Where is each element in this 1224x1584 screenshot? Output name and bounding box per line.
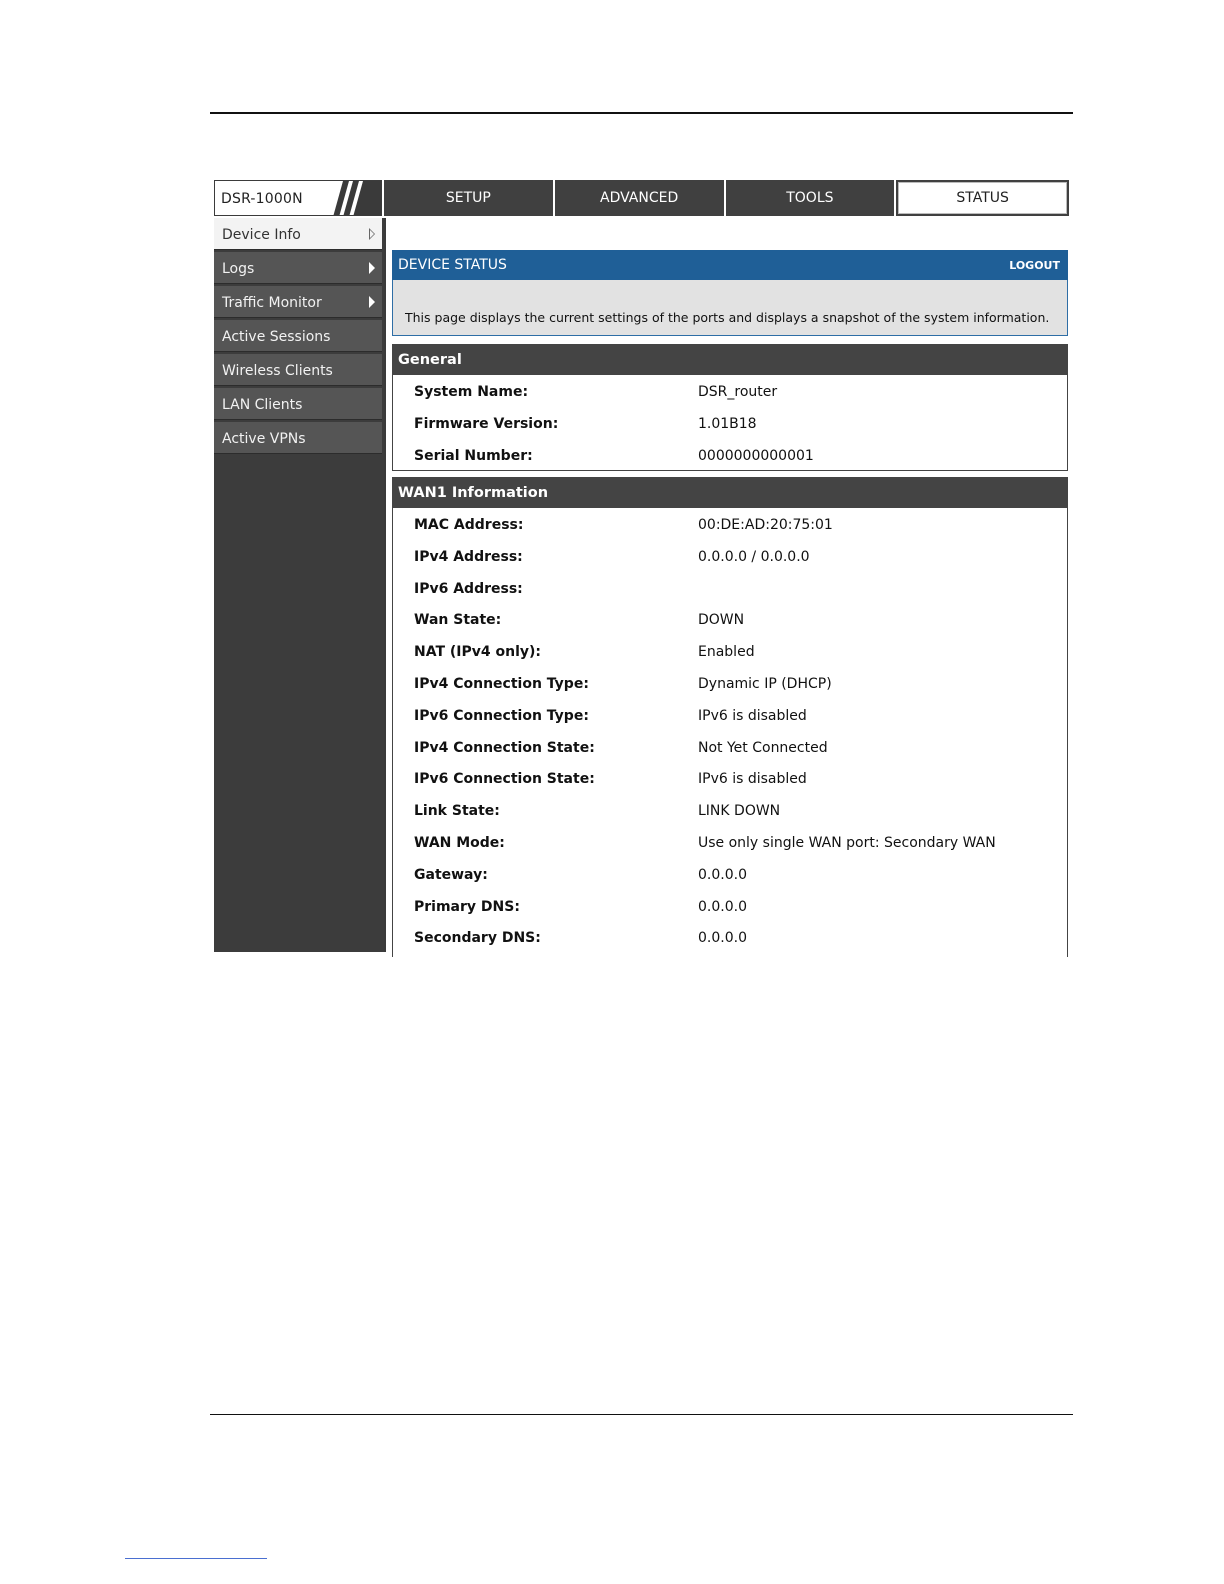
field-label: IPv6 Connection State: (414, 771, 595, 788)
sidebar-item-active-vpns[interactable] (214, 422, 382, 454)
model-name: DSR-1000N (221, 191, 303, 207)
sidebar-item-lan-clients[interactable] (214, 388, 382, 420)
field-value: 00:DE:AD:20:75:01 (698, 517, 833, 533)
info-row (393, 603, 1067, 635)
info-row (393, 439, 1067, 471)
field-label: Link State: (414, 803, 500, 820)
field-value: 0000000000001 (698, 447, 814, 464)
chevron-right-icon (369, 262, 375, 274)
brand-logo (214, 180, 382, 216)
sidebar-item-device-info[interactable] (214, 218, 382, 250)
section-heading: General (393, 345, 1067, 375)
field-label: Primary DNS: (414, 898, 520, 915)
field-label: IPv6 Connection Type: (414, 707, 589, 724)
field-label: Gateway: (414, 866, 488, 883)
page-header-rule (210, 112, 1073, 114)
field-value: 0.0.0.0 / 0.0.0.0 (698, 548, 810, 565)
info-row (393, 540, 1067, 572)
field-label: WAN Mode: (414, 834, 505, 851)
info-row (393, 407, 1067, 439)
info-row (393, 635, 1067, 667)
info-row (393, 667, 1067, 699)
sidebar-item-label: Active VPNs (222, 431, 306, 447)
info-row (393, 375, 1067, 407)
info-row (393, 731, 1067, 763)
sidebar-item-logs[interactable] (214, 252, 382, 284)
sidebar-item-label: Device Info (222, 227, 301, 243)
device-status-header (392, 250, 1068, 280)
page-title: DEVICE STATUS (398, 257, 507, 273)
sidebar-item-traffic-monitor[interactable] (214, 286, 382, 318)
brand-slashes-icon (319, 181, 382, 216)
sidebar-item-active-sessions[interactable] (214, 320, 382, 352)
field-value: IPv6 is disabled (698, 707, 807, 724)
info-row (393, 826, 1067, 858)
field-label: System Name: (414, 384, 529, 400)
field-value: LINK DOWN (698, 803, 781, 820)
field-label: Secondary DNS: (414, 930, 541, 947)
top-nav-tabs (384, 180, 1069, 216)
sidebar-item-label: Traffic Monitor (222, 295, 322, 311)
field-value: DSR_router (698, 384, 778, 400)
field-value: Not Yet Connected (698, 739, 828, 756)
tab-advanced[interactable]: ADVANCED (555, 180, 724, 216)
sidebar-item-label: Active Sessions (222, 329, 331, 345)
field-value: Dynamic IP (DHCP) (698, 675, 832, 692)
chevron-right-icon (369, 228, 375, 240)
tab-setup[interactable]: SETUP (384, 180, 553, 216)
page-description-box (392, 280, 1068, 336)
field-label: MAC Address: (414, 517, 524, 533)
field-label: IPv4 Address: (414, 548, 523, 565)
info-row (393, 699, 1067, 731)
tab-tools[interactable]: TOOLS (726, 180, 895, 216)
field-value: Enabled (698, 644, 755, 661)
field-label: NAT (IPv4 only): (414, 644, 542, 661)
field-value: 1.01B18 (698, 415, 757, 432)
field-label: IPv6 Address: (414, 580, 523, 597)
page-description: This page displays the current settings of the ports and displays a snapshot of the system information. (405, 310, 1050, 325)
field-label: IPv4 Connection State: (414, 739, 595, 756)
router-ui-screenshot (214, 180, 1069, 952)
field-value: IPv6 is disabled (698, 771, 807, 788)
sidebar-item-label: LAN Clients (222, 397, 303, 413)
info-row (393, 762, 1067, 794)
section-heading: WAN1 Information (393, 478, 1067, 508)
page-footer-rule (210, 1414, 1073, 1415)
footnote-rule (125, 1558, 267, 1559)
field-value: Use only single WAN port: Secondary WAN (698, 834, 996, 851)
sidebar-item-wireless-clients[interactable] (214, 354, 382, 386)
sidebar-item-label: Wireless Clients (222, 363, 333, 379)
field-label: IPv4 Connection Type: (414, 675, 589, 692)
field-value: 0.0.0.0 (698, 898, 747, 915)
field-label: Serial Number: (414, 447, 533, 464)
chevron-right-icon (369, 296, 375, 308)
info-row (393, 572, 1067, 604)
field-value: DOWN (698, 612, 745, 629)
info-row (393, 794, 1067, 826)
info-row (393, 921, 1067, 953)
field-value: 0.0.0.0 (698, 930, 747, 947)
field-value: 0.0.0.0 (698, 866, 747, 883)
wan1-section (392, 477, 1068, 957)
tab-status[interactable]: STATUS (896, 180, 1069, 216)
info-row (393, 890, 1067, 922)
main-content (384, 218, 1069, 952)
field-label: Firmware Version: (414, 415, 559, 432)
sidebar (214, 218, 384, 952)
logout-link[interactable]: LOGOUT (1009, 259, 1060, 272)
info-row (393, 508, 1067, 540)
sidebar-item-label: Logs (222, 261, 255, 277)
general-section (392, 344, 1068, 471)
field-label: Wan State: (414, 612, 502, 629)
info-row (393, 858, 1067, 890)
